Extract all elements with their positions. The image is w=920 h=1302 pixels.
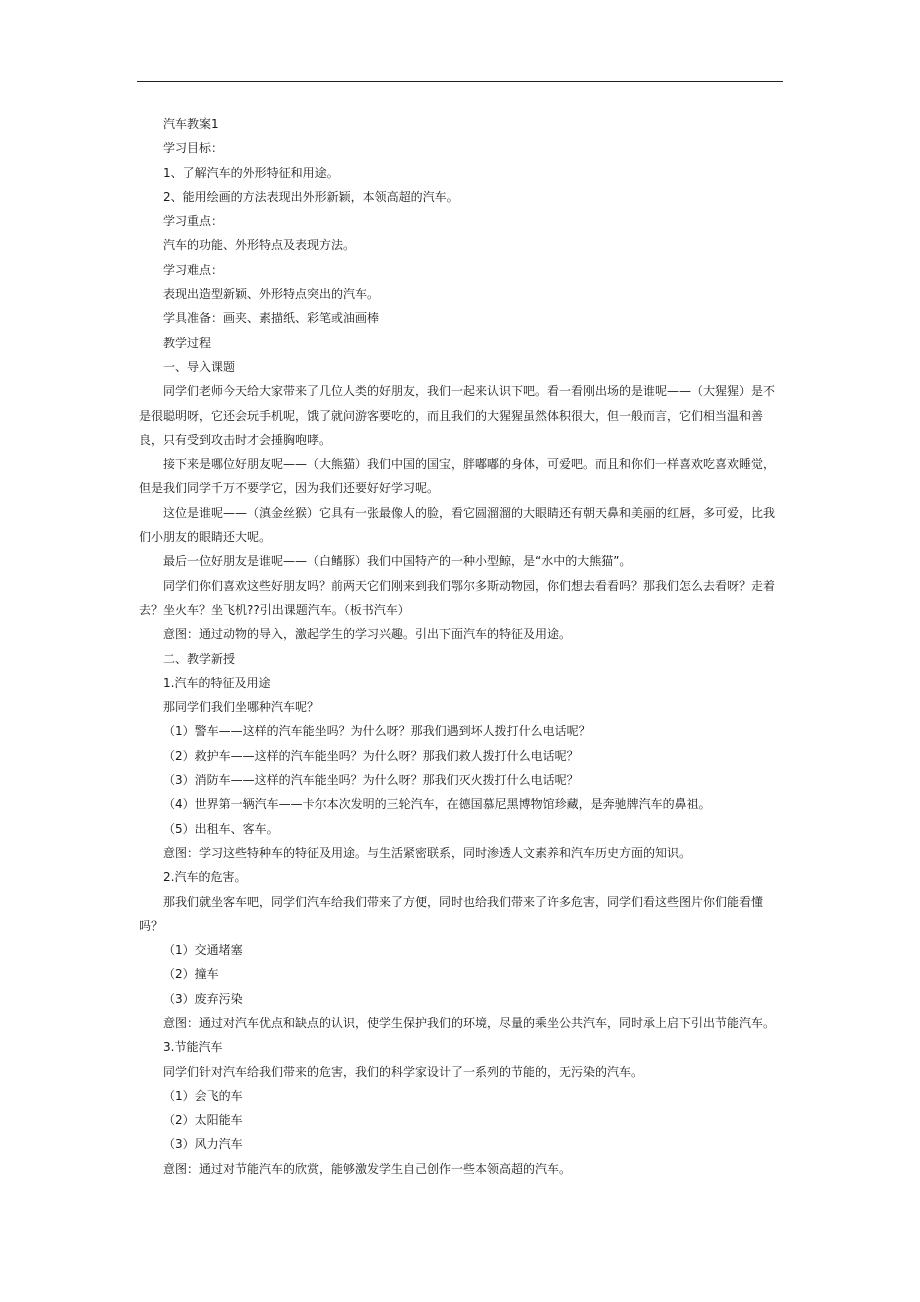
paragraph: （4）世界第一辆汽车——卡尔本次发明的三轮汽车，在德国慕尼黑博物馆珍藏，是奔驰牌汽车的鼻祖。 (163, 797, 711, 812)
header-rule (137, 81, 783, 82)
paragraph: 意图：通过对节能汽车的欣赏，能够激发学生自己创作一些本领高超的汽车。 (163, 1161, 572, 1176)
paragraph: 一、导入课题 (163, 359, 236, 374)
paragraph: （2）撞车 (163, 967, 219, 982)
paragraph: 意图：通过动物的导入，激起学生的学习兴趣。引出下面汽车的特征及用途。 (163, 627, 572, 642)
paragraph: （3）消防车——这样的汽车能坐吗？为什么呀？那我们灭火拨打什么电话呢？ (163, 773, 579, 788)
paragraph: 同学们针对汽车给我们带来的危害，我们的科学家设计了一系列的节能的，无污染的汽车。 (163, 1064, 644, 1079)
paragraph: 意图：学习这些特种车的特征及用途。与生活紧密联系，同时渗透人文素养和汽车历史方面的知识。 (163, 845, 692, 860)
paragraph: 最后一位好朋友是谁呢——（白鳍豚）我们中国特产的一种小型鲸，是“水中的大熊猫”。 (163, 554, 632, 569)
paragraph: 2、能用绘画的方法表现出外形新颖，本领高超的汽车。 (163, 189, 459, 204)
paragraph: 学习难点： (163, 262, 224, 277)
paragraph: 学习重点： (163, 214, 224, 229)
paragraph: 1.汽车的特征及用途 (163, 675, 271, 690)
paragraph: （5）出租车、客车。 (163, 821, 279, 836)
paragraph: （1）交通堵塞 (163, 943, 243, 958)
paragraph: 3.节能汽车 (163, 1040, 223, 1055)
paragraph: 那同学们我们坐哪种汽车呢？ (163, 700, 320, 715)
paragraph: 2.汽车的危害。 (163, 870, 247, 885)
paragraph: 1、了解汽车的外形特征和用途。 (163, 165, 339, 180)
paragraph: （2）太阳能车 (163, 1113, 243, 1128)
paragraph: 学具准备：画夹、素描纸、彩笔或油画棒 (163, 311, 380, 326)
paragraph: （2）救护车——这样的汽车能坐吗？为什么呀？那我们救人拨打什么电话呢？ (163, 748, 579, 763)
paragraph: （1）会飞的车 (163, 1088, 243, 1103)
paragraph: 学习目标： (163, 141, 224, 156)
paragraph: 汽车的功能、外形特点及表现方法。 (163, 238, 356, 253)
paragraph: 教学过程 (163, 335, 212, 350)
paragraph: 同学们老师今天给大家带来了几位人类的好朋友，我们一起来认识下吧。看一看刚出场的是谁呢——（大猩猩）是不是很聪明呀，它还会玩手机呢，饿了就问游客要吃的，而且我们的大猩猩虽然体积很大，但一般而言，它们相当温和善良，只有受到攻击时才会捶胸咆哮。 (139, 384, 776, 447)
paragraph: 接下来是哪位好朋友呢——（大熊猫）我们中国的国宝，胖嘟嘟的身体，可爱吧。而且和你们一样喜欢吃喜欢睡觉，但是我们同学千万不要学它，因为我们还要好好学习呢。 (139, 457, 776, 496)
paragraph: （3）风力汽车 (163, 1137, 243, 1152)
paragraph: 那我们就坐客车吧，同学们汽车给我们带来了方便，同时也给我们带来了许多危害，同学们看这些图片你们能看懂吗？ (139, 894, 764, 933)
paragraph: 汽车教案1 (163, 117, 219, 131)
paragraph: 二、教学新授 (163, 651, 236, 666)
document-body (139, 112, 785, 1181)
paragraph: 表现出造型新颖、外形特点突出的汽车。 (163, 287, 380, 302)
paragraph: 同学们你们喜欢这些好朋友吗？前两天它们刚来到我们鄂尔多斯动物园，你们想去看看吗？那我们怎么去看呀？走着去？坐火车？坐飞机??引出课题汽车。（板书汽车） (139, 578, 776, 617)
paragraph: （1）警车——这样的汽车能坐吗？为什么呀？那我们遇到坏人拨打什么电话呢？ (163, 724, 591, 739)
paragraph: （3）废弃污染 (163, 991, 243, 1006)
paragraph: 意图：通过对汽车优点和缺点的认识，使学生保护我们的环境，尽量的乘坐公共汽车，同时承上启下引出节能汽车。 (163, 1015, 776, 1030)
paragraph: 这位是谁呢——（滇金丝猴）它具有一张最像人的脸，看它圆溜溜的大眼睛还有朝天鼻和美丽的红唇，多可爱，比我们小朋友的眼睛还大呢。 (139, 505, 776, 545)
